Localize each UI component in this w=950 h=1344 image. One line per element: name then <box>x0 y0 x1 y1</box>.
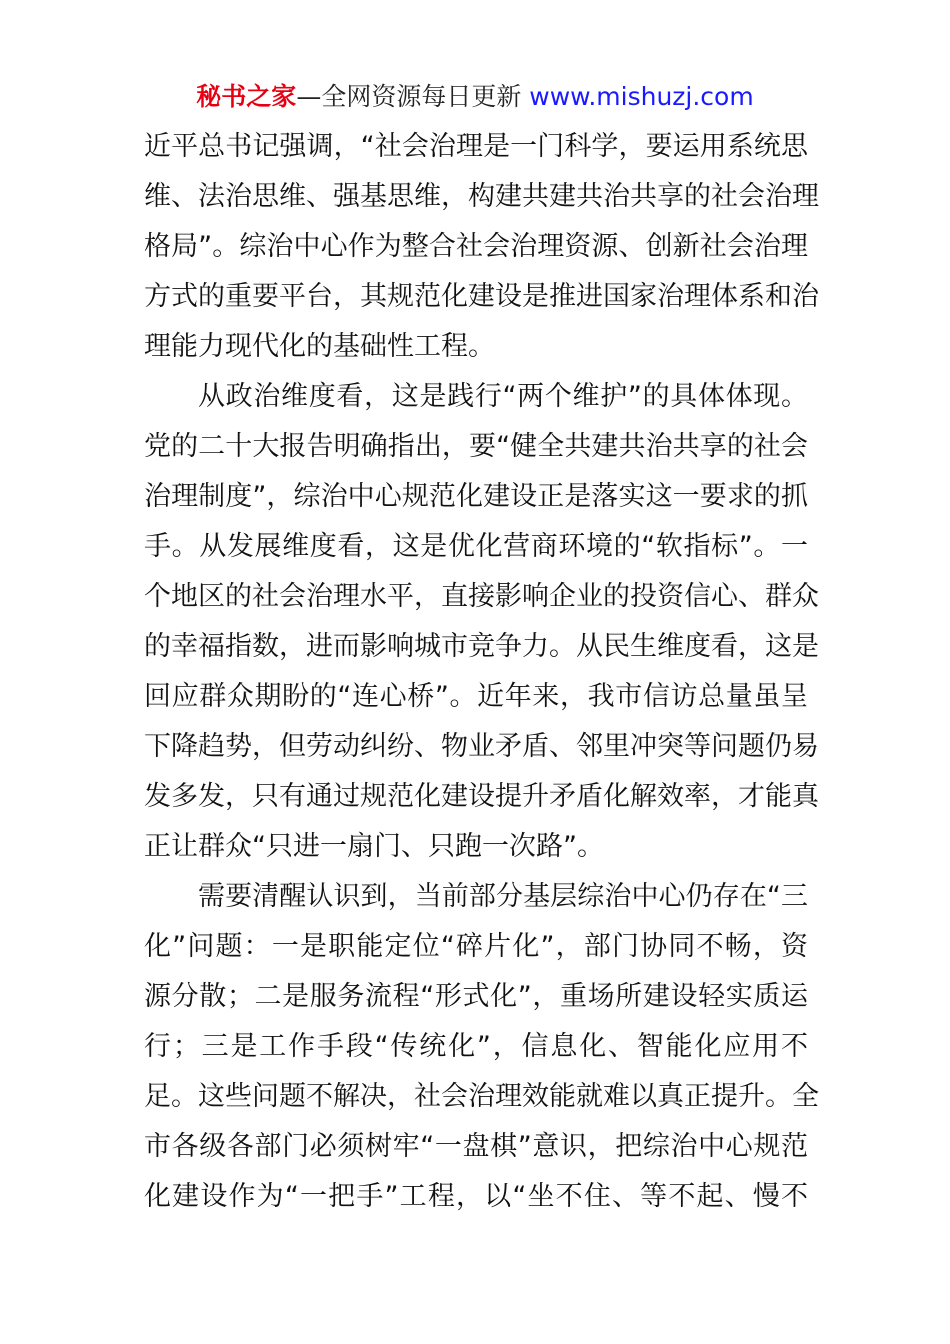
paragraph <box>144 122 819 372</box>
text-line: 市各级各部门必须树牢“一盘棋”意识，把综治中心规范 <box>144 1131 808 1162</box>
text-line: 正让群众“只进一扇门、只跑一次路”。 <box>144 831 604 862</box>
text-line: 足。这些问题不解决，社会治理效能就难以真正提升。全 <box>144 1081 819 1112</box>
text-line: 近平总书记强调，“社会治理是一门科学，要运用系统思 <box>144 131 808 162</box>
text-line: 发多发，只有通过规范化建设提升矛盾化解效率，才能真 <box>144 781 819 812</box>
text-line: 格局”。综治中心作为整合社会治理资源、创新社会治理 <box>144 231 808 262</box>
text-line: 行；三是工作手段“传统化”，信息化、智能化应用不 <box>144 1031 808 1062</box>
text-line: 手。从发展维度看，这是优化营商环境的“软指标”。一 <box>144 531 808 562</box>
text-line: 下降趋势，但劳动纠纷、物业矛盾、邻里冲突等问题仍易 <box>144 731 819 762</box>
text-line: 化”问题：一是职能定位“碎片化”，部门协同不畅，资 <box>144 931 808 962</box>
text-line: 需要清醒认识到，当前部分基层综治中心仍存在“三 <box>198 881 808 912</box>
text-line: 源分散；二是服务流程“形式化”，重场所建设轻实质运 <box>144 981 808 1012</box>
text-line: 党的二十大报告明确指出，要“健全共建共治共享的社会 <box>144 431 808 462</box>
text-line: 的幸福指数，进而影响城市竞争力。从民生维度看，这是 <box>144 631 819 662</box>
header-tagline: —全网资源每日更新 <box>296 82 522 111</box>
text-line: 维、法治思维、强基思维，构建共建共治共享的社会治理 <box>144 181 819 212</box>
page-header <box>0 80 950 114</box>
text-line: 治理制度”，综治中心规范化建设正是落实这一要求的抓 <box>144 481 808 512</box>
document-body <box>144 122 819 1222</box>
paragraph <box>144 872 819 1222</box>
paragraph <box>144 372 819 872</box>
text-line: 方式的重要平台，其规范化建设是推进国家治理体系和治 <box>144 281 819 312</box>
brand-name: 秘书之家 <box>196 82 297 111</box>
text-line: 理能力现代化的基础性工程。 <box>144 331 495 362</box>
text-line: 个地区的社会治理水平，直接影响企业的投资信心、群众 <box>144 581 819 612</box>
site-url-link[interactable]: www.mishuzj.com <box>529 82 754 111</box>
text-line: 化建设作为“一把手”工程，以“坐不住、等不起、慢不 <box>144 1181 808 1212</box>
text-line: 回应群众期盼的“连心桥”。近年来，我市信访总量虽呈 <box>144 681 808 712</box>
text-line: 从政治维度看，这是践行“两个维护”的具体体现。 <box>198 381 808 412</box>
